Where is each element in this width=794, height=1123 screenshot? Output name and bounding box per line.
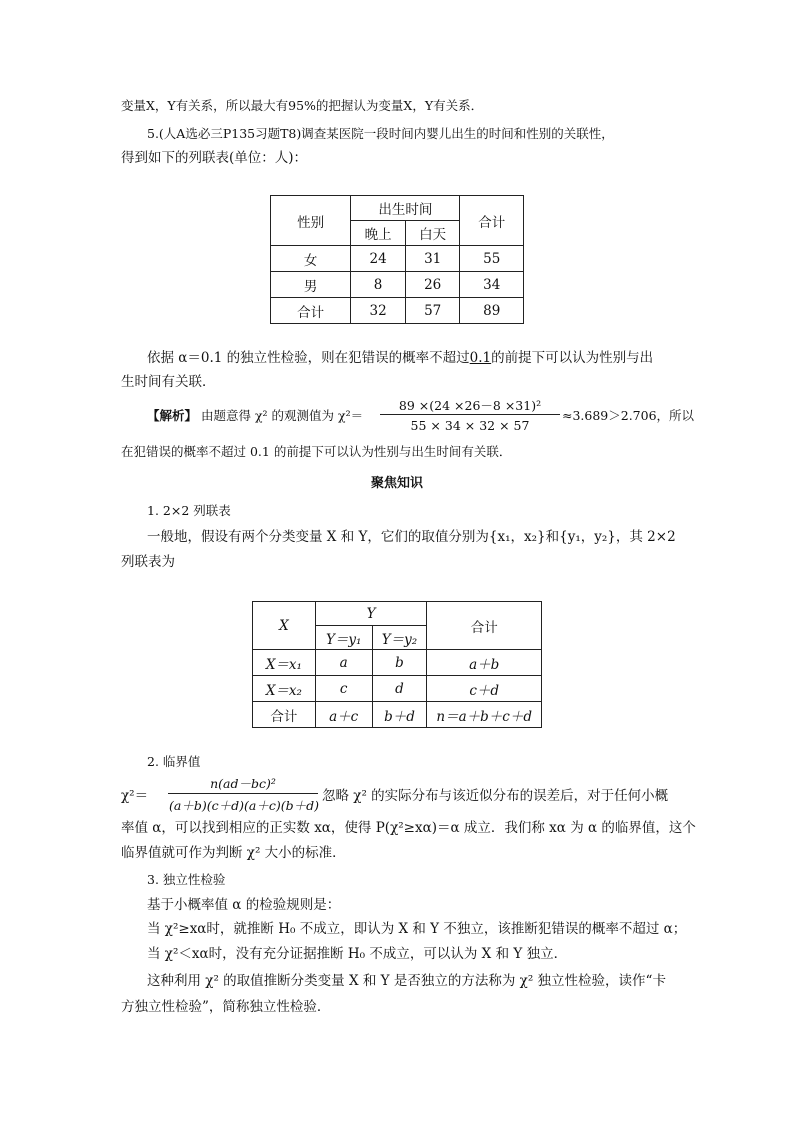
chi-square-label: χ²＝ [121,788,149,804]
analysis-tag: 【解析】 [147,408,198,423]
cell: 89 [460,298,524,324]
cell: n＝a＋b＋c＋d [427,702,542,728]
section-3-line2: 当 χ²≥xα时，就推断 H₀ 不成立，即认为 X 和 Y 不独立，该推断犯错误的概率不超过 α； [147,921,687,937]
contingency-table [252,601,542,728]
section-heading: 聚焦知识 [370,476,423,491]
header-y: Y [315,602,427,626]
analysis-denominator: 55 × 34 × 32 × 57 [410,418,530,433]
cell: b [372,650,427,676]
question-text: 的前提下可以认为性别与出 [491,350,654,366]
fraction-bar [168,793,318,794]
cell: c＋d [427,676,542,702]
section-3-line3: 当 χ²＜xα时，没有充分证据推断 H₀ 不成立，可以认为 X 和 Y 独立． [147,946,568,962]
row-label: 合计 [271,298,351,324]
analysis-numerator: 89 ×(24 ×26－8 ×31)² [398,398,542,413]
row-label: X＝x₂ [253,676,316,702]
row-label: 女 [271,246,351,272]
table-row [253,676,542,702]
header-day: 白天 [405,221,460,246]
cell: a＋c [315,702,372,728]
cell: 55 [460,246,524,272]
gender-birthtime-table [270,195,524,324]
cell: 34 [460,272,524,298]
problem-5-line2: 得到如下的列联表(单位：人)： [121,150,308,166]
analysis-text: 由题意得 χ² 的观测值为 χ²＝ [201,408,364,423]
cell: a [315,650,372,676]
cell: 8 [351,272,406,298]
question-line1 [147,348,653,368]
analysis-line2: 在犯错误的概率不超过 0.1 的前提下可以认为性别与出生时间有关联． [121,444,512,459]
section-2-line2: 率值 α，可以找到相应的正实数 xα，使得 P(χ²≥xα)＝α 成立．我们称 xα 为 α 的临界值，这个 [121,820,696,836]
table-row [253,650,542,676]
cell: 31 [405,246,460,272]
table-row [253,702,542,728]
row-label: 合计 [253,702,316,728]
table-row [271,272,524,298]
header-y1: Y＝y₁ [315,626,372,650]
table-row [271,246,524,272]
section-3-line4: 这种利用 χ² 的取值推断分类变量 X 和 Y 是否独立的方法称为 χ² 独立性检验，读作“卡 [147,973,666,989]
header-x: X [253,602,316,650]
cell: 26 [405,272,460,298]
cell: b＋d [372,702,427,728]
text-line: 变量X，Y有关系，所以最大有95%的把握认为变量X，Y有关系． [121,98,484,113]
problem-5-line1: 5.(人A选必三P135习题T8)调查某医院一段时间内婴儿出生的时间和性别的关联性， [147,126,614,141]
section-1-line1: 一般地，假设有两个分类变量 X 和 Y，它们的取值分别为{x₁，x₂}和{y₁，y₂}，其 2×2 [147,529,676,545]
cell: d [372,676,427,702]
header-total: 合计 [427,602,542,650]
header-birth-time: 出生时间 [351,196,460,221]
section-3-line1: 基于小概率值 α 的检验规则是： [147,897,341,913]
table-row [271,298,524,324]
question-line2: 生时间有关联． [121,374,216,390]
section-3-line5: 方独立性检验”，简称独立性检验． [121,999,331,1015]
cell: a＋b [427,650,542,676]
formula-denominator: (a＋b)(c＋d)(a＋c)(b＋d) [169,798,319,813]
row-label: 男 [271,272,351,298]
cell: 24 [351,246,406,272]
header-y2: Y＝y₂ [372,626,427,650]
section-2-line3: 临界值就可作为判断 χ² 大小的标准． [121,845,346,861]
section-2-title: 2. 临界值 [147,754,201,769]
header-total: 合计 [460,196,524,246]
section-2-line1: 忽略 χ² 的实际分布与该近似分布的误差后，对于任何小概 [322,788,669,804]
section-1-line2: 列联表为 [121,554,175,570]
analysis-result: ≈3.689＞2.706，所以 [562,408,695,423]
question-text: 依据 α＝0.1 的独立性检验，则在犯错误的概率不超过 [147,350,470,366]
section-3-title: 3. 独立性检验 [147,872,226,887]
answer-blank: 0.1 [469,350,492,366]
section-1-title: 1. 2×2 列联表 [147,503,231,518]
formula-numerator: n(ad－bc)² [210,776,276,791]
cell: c [315,676,372,702]
analysis-line1-pre [147,406,363,426]
fraction-bar [380,414,560,415]
row-label: X＝x₁ [253,650,316,676]
cell: 57 [405,298,460,324]
header-night: 晚上 [351,221,406,246]
header-gender: 性别 [271,196,351,246]
cell: 32 [351,298,406,324]
